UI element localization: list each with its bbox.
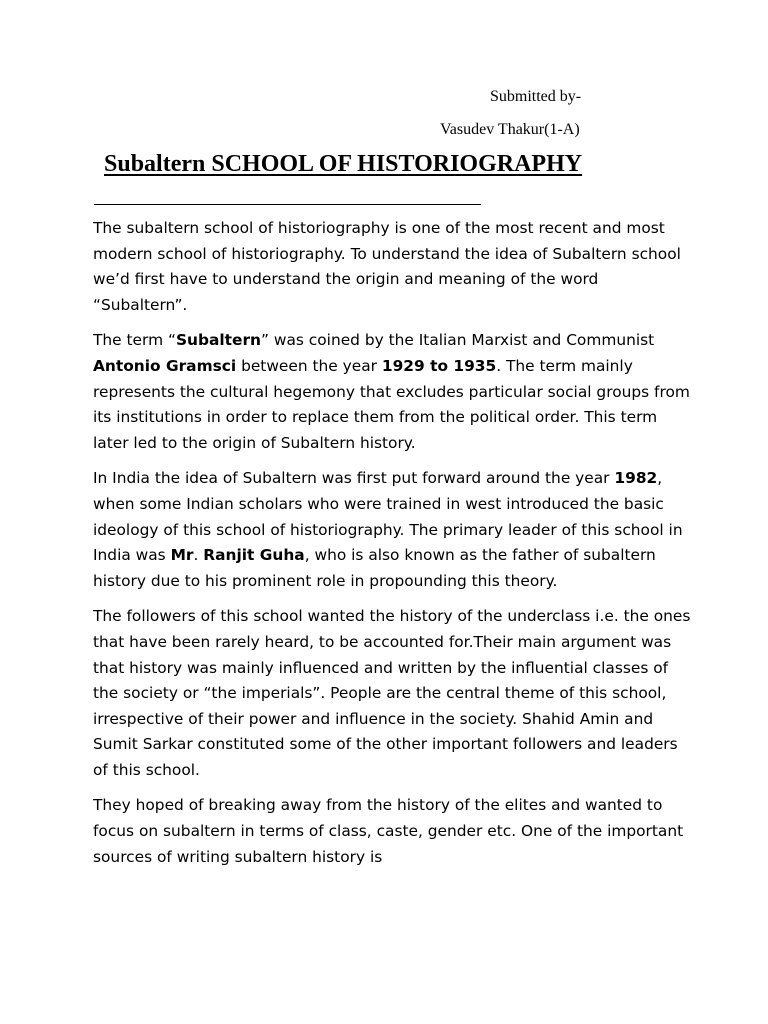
submitted-by-label: Submitted by- — [490, 88, 582, 105]
author-name: Vasudev Thakur(1-A) — [440, 121, 580, 138]
paragraph-text: . The term mainly represents the cultural hegemony that excludes particular social groups from its institutions in order to replace them from the political order. This term later led to the origin of Subaltern history. — [93, 356, 690, 452]
paragraph-text: , who is also known as the father of subaltern history due to his prominent role in propounding this theory. — [93, 546, 656, 590]
paragraph-text: The term “ — [93, 331, 176, 350]
paragraph-text: , when some Indian scholars who were trained in west introduced the basic ideology of this school of historiography. The primary leader of this school in India was — [93, 469, 683, 565]
paragraph-text: In India the idea of Subaltern was first put forward around the year — [93, 469, 615, 488]
paragraph-followers: The followers of this school wanted the history of the underclass i.e. the ones that have been rarely heard, to be accounted for.Their main argument was that history was mainly influenced and written by the influential classes of the society or “the imperials”. People are the central theme of this school, irrespective of their power and influence in the society. Shahid Amin and Sumit Sarkar constituted some of the other important followers and leaders of this school. — [93, 607, 691, 779]
document-body — [93, 216, 693, 880]
bold-name: Ranjit Guha — [203, 546, 305, 565]
paragraph-india — [93, 466, 693, 594]
paragraph-intro: The subaltern school of historiography is one of the most recent and most modern school of historiography. To understand the idea of Subaltern school we’d first have to understand the origin and meaning of the word “Subaltern”. — [93, 219, 681, 314]
paragraph-term-origin — [93, 328, 693, 456]
bold-term: Subaltern — [175, 331, 261, 350]
paragraph-elites: They hoped of breaking away from the history of the elites and wanted to focus on subaltern in terms of class, caste, gender etc. One of the important sources of writing subaltern history is — [93, 796, 684, 866]
bold-years: 1929 to 1935 — [381, 356, 497, 375]
bold-year: 1982 — [614, 469, 658, 488]
document-title: Subaltern SCHOOL OF HISTORIOGRAPHY — [104, 151, 583, 177]
bold-name: Antonio Gramsci — [93, 356, 237, 375]
bold-title: Mr — [170, 546, 194, 565]
paragraph-text: ” was coined by the Italian Marxist and Communist — [261, 331, 655, 350]
paragraph-text: between the year — [236, 356, 382, 375]
title-divider — [94, 204, 481, 205]
paragraph-text: . — [193, 546, 204, 565]
